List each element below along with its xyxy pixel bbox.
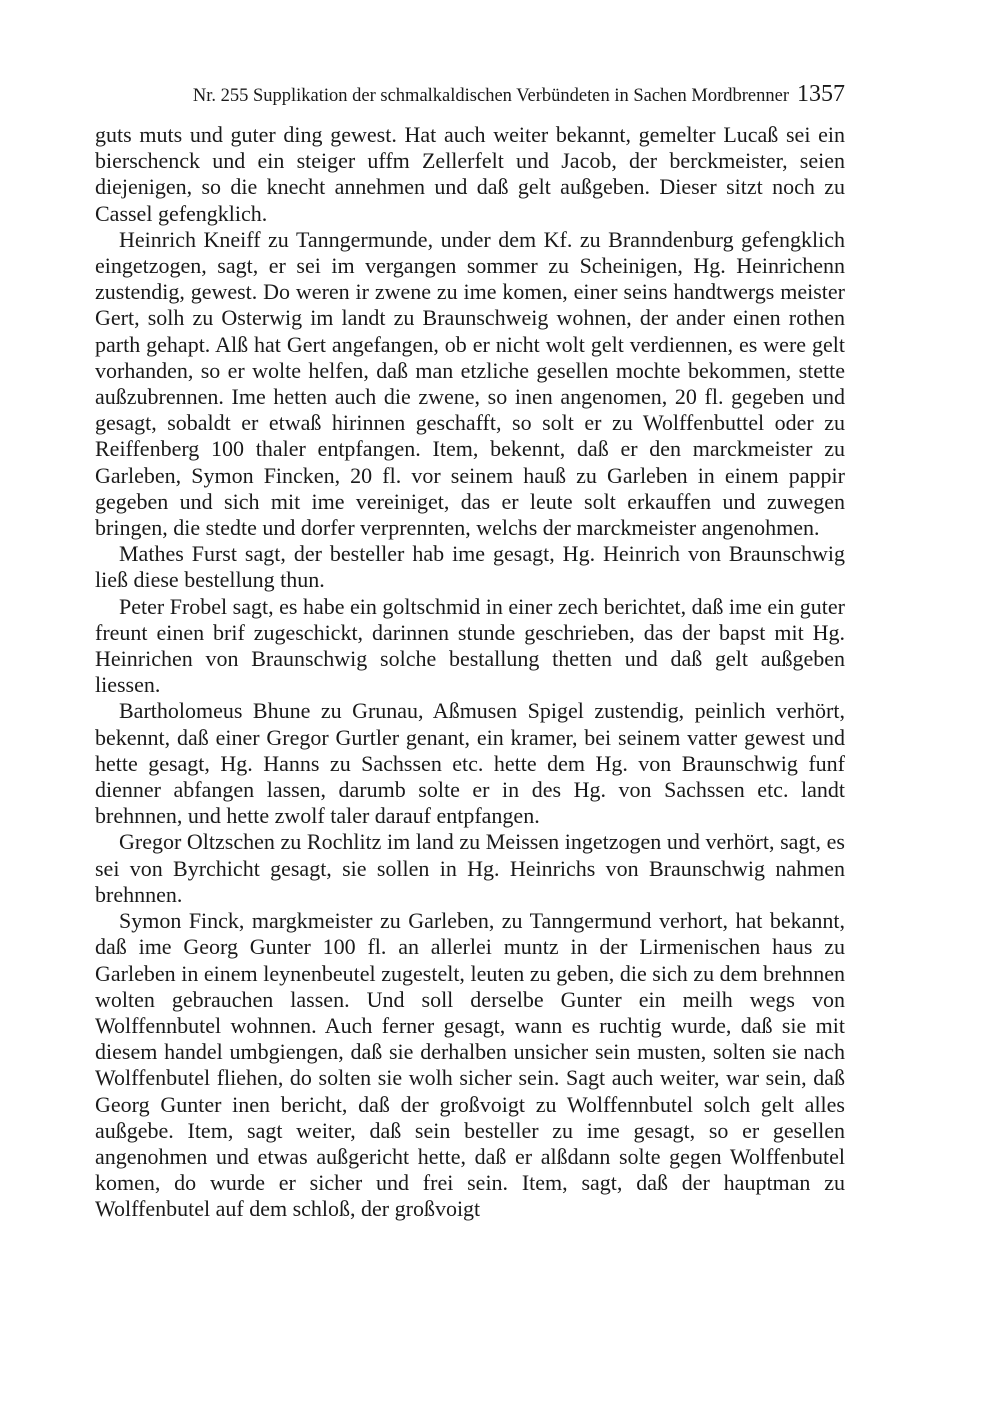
paragraph-mathes-furst: Mathes Furst sagt, der besteller hab ime gesagt, Hg. Heinrich von Braunschwig ließ diese bestellung thun. [95, 541, 845, 593]
paragraph-heinrich-kneiff: Heinrich Kneiff zu Tanngermunde, under dem Kf. zu Branndenburg gefengklich eingetzogen, sagt, er sei im vergangen sommer zu Scheinigen, Hg. Heinrichenn zustendig, gewest. Do weren ir zwene zu ime komen, einer seins handtwergs meister Gert, solh zu Osterwig im landt zu Braunschweig wohnen, der ander einen rothen parth gehapt. Alß hat Gert angefangen, ob er nicht wolt gelt verdiennen, es were gelt vorhanden, so er wolte helfen, daß man etzliche gesellen mochte bekommen, stette außzubrennen. Ime hetten auch die zwene, so inen angenomen, 20 fl. gegeben und gesagt, sobaldt er etwaß hirinnen geschafft, so solt er zu Wolffenbuttel oder zu Reiffenberg 100 thaler entpfangen. Item, bekennt, daß er den marckmeister zu Garleben, Symon Fincken, 20 fl. vor seinem hauß zu Garleben in einem pappir gegeben und sich mit ime vereiniget, das er leute solt erkauffen und zuwegen bringen, die stedte und dorfer verprennten, welchs der marckmeister angenohmen. [95, 226, 845, 541]
paragraph-continuation: guts muts und guter ding gewest. Hat auch weiter bekannt, gemelter Lucaß sei ein bierschenck und ein steiger uffm Zellerfelt und Jacob, der berckmeister, seien diejenigen, so die knecht annehmen und daß gelt außgeben. Dieser sitzt noch zu Cassel gefengklich. [95, 122, 845, 226]
running-header [95, 80, 845, 110]
paragraph-symon-finck: Symon Finck, margkmeister zu Garleben, zu Tanngermund verhort, hat bekannt, daß ime Georg Gunter 100 fl. an allerlei muntz in der Lirmenischen haus zu Garleben in einem leynenbeutel zugestelt, leuten zu geben, die sich zu dem brehnnen wolten gebrauchen lassen. Und soll derselbe Gunter ein meilh wegs von Wolffennbutel wohnnen. Auch ferner gesagt, wann es ruchtig wurde, daß sie mit diesem handel umbgiengen, daß sie derhalben unsicher sein musten, solten sie nach Wolffenbutel fliehen, do solten sie wolh sicher sein. Sagt auch weiter, war sein, daß Georg Gunter inen bericht, daß der großvoigt zu Wolffennbutel solch gelt alles außgebe. Item, sagt weiter, daß sein besteller zu ime gesagt, so er gesellen angenohmen und etwas außgericht hette, daß er alßdann solte gegen Wolffenbutel komen, do wurde er sicher und frei sein. Item, sagt, daß der hauptman zu Wolffenbutel auf dem schloß, der großvoigt [95, 908, 845, 1222]
running-title: Nr. 255 Supplikation der schmalkaldischen Verbündeten in Sachen Mordbrenner [192, 86, 789, 106]
body-text [95, 122, 845, 1223]
paragraph-gregor-oltzschen: Gregor Oltzschen zu Rochlitz im land zu Meissen ingetzogen und verhört, sagt, es sei von Byrchicht gesagt, sie sollen in Hg. Heinrichs von Braunschwig nahmen brehnnen. [95, 829, 845, 907]
paragraph-bartholomeus-bhune: Bartholomeus Bhune zu Grunau, Aßmusen Spigel zustendig, peinlich verhört, bekennt, daß einer Gregor Gurtler genant, ein kramer, bei seinem vatter gewest und hette gesagt, Hg. Hanns zu Sachssen etc. hette dem Hg. von Braunschwig funf dienner abfangen lassen, darumb solte er in des Hg. von Sachssen etc. landt brehnnen, und hette zwolf taler darauf entpfangen. [95, 698, 845, 829]
document-page [95, 80, 845, 1223]
paragraph-peter-frobel: Peter Frobel sagt, es habe ein goltschmid in einer zech berichtet, daß ime ein guter freunt einen brif zugeschickt, darinnen stunde geschrieben, das der bapst mit Hg. Heinrichen von Braunschwig solche bestallung thetten und daß gelt außgeben liessen. [95, 593, 845, 698]
page-number: 1357 [797, 81, 845, 107]
